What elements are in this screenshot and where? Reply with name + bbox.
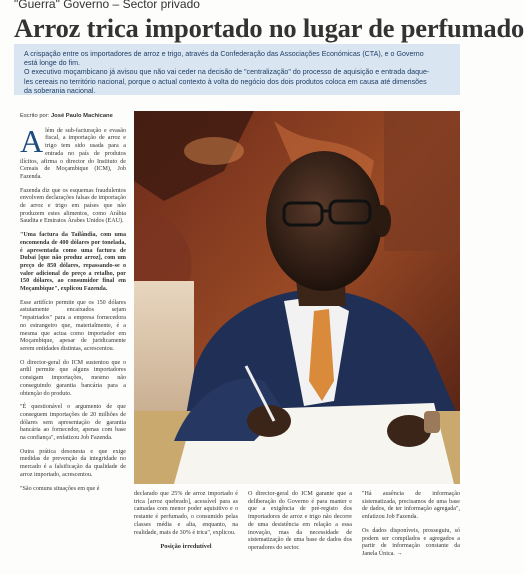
paragraph: declarado que 25% de arroz importado é trica [arroz quebrado], acessível para as camadas com menor poder aquisitivo e o restante é perfumado, o consumido pelas classes média e alta, enquanto, na realidade, mais de 30% é trica", explicou. bbox=[134, 491, 238, 536]
lead-line: les cereais no território nacional, porque o actual contexto à volta do negócio dos dois produtos coloca em causa até dimensões bbox=[24, 77, 427, 86]
paragraph: "São comuns situações em que é bbox=[20, 485, 100, 492]
paragraph: Outra prática desonesta e que exige medidas de prevenção da integridade no mercado é a falsificação da qualidade de arroz importado, acrescentou. bbox=[20, 448, 126, 478]
byline bbox=[20, 113, 126, 121]
article-column-2 bbox=[134, 491, 238, 574]
paragraph: "É questionável o argumento de que conseguem importações de 20 milhões de dólares sem apresentação de garantia bancária ao fornecedor, apenas com base na confiança", enfatizou Job Fazenda. bbox=[20, 404, 126, 442]
lead-line: está longe do fim. bbox=[24, 59, 80, 68]
lead-line: O executivo moçambicano já avisou que não vai ceder na decisão de "centralização" do processo de aquisição e entrada daque- bbox=[24, 68, 430, 77]
article-headline: Arroz trica importado no lugar de perfumado bbox=[14, 13, 524, 43]
article-column-3 bbox=[248, 491, 352, 574]
paragraph: Os dados disponíveis, prosseguiu, só podem ser compilados e agregados a partir de informação constante da Janela Única. → bbox=[362, 527, 460, 557]
section-subhead: Posição irredutível bbox=[160, 543, 212, 551]
lead-box bbox=[14, 44, 460, 95]
lead-line: da soberania nacional. bbox=[24, 86, 96, 95]
byline-author: José Paulo Machicane bbox=[50, 113, 113, 119]
continue-arrow-icon: → bbox=[396, 550, 403, 557]
drop-cap: A bbox=[20, 122, 44, 159]
paragraph: Fazenda diz que os esquemas fraudulentos envolvem declarações falsas de importação de arroz e trigo em países que não produzem estes alimentos, como Arábia Saudita e Emiratos Árabes Unidos (EAU). bbox=[20, 187, 126, 225]
paragraph: "Há ausência de informação sistematizada, precisamos de uma base de dados, de ter informação agregada", enfatizou Job Fazenda. bbox=[362, 491, 460, 521]
paragraph: O director-geral do ICM sustentou que o ardil permite que alguns importadores consigam importações, mesmo não conseguindo garantia bancária para a obtenção do produto. bbox=[20, 359, 126, 397]
paragraph: Esse artifício permite que os 150 dólares astutamente encaixados sejam "repatriados" para a empresa fornecedora no estrangeiro que, materialmente, é a mesma que actua como importador em Moçambique, apesar de juridicamente serem entidades distintas, acrescentou. bbox=[20, 299, 126, 352]
article-column-1 bbox=[20, 113, 126, 574]
paragraph: O director-geral do ICM garante que a deliberação do Governo é para manter e que a exigência de pré-registo dos importadores de arroz e trigo não decorre de uma desistência em relação a essa inovação, mas da necessidade de sistematização de uma base de dados dos operadores do sector. bbox=[248, 491, 352, 551]
section-kicker: "Guerra" Governo – Sector privado bbox=[14, 0, 200, 11]
lead-line: A crispação entre os importadores de arroz e trigo, através da Confederação das Associações Económicas (CTA), e o Governo bbox=[24, 50, 424, 58]
paragraph: Além de sub-facturação e evasão fiscal, a importação de arroz e trigo tem sido usada para a entrada no país de produtos ilícitos, afirma o director do Instituto de Cereais de Moçambique (ICM), Job Fazenda. bbox=[20, 122, 126, 180]
byline-prefix: Escrito por: bbox=[20, 113, 50, 119]
article-photo bbox=[134, 111, 460, 484]
paragraph: "Uma factura da Tailândia, com uma encomenda de 400 dólares por tonelada, é apresentada como uma factura de Dubai [que não produz arroz], com um preço de 850 dólares, repassando-se o valor adicional do preço a retalho, por 150 dólares, ao consumidor final em Moçambique", explicou Fazenda. bbox=[20, 232, 126, 293]
article-column-4 bbox=[362, 491, 460, 574]
